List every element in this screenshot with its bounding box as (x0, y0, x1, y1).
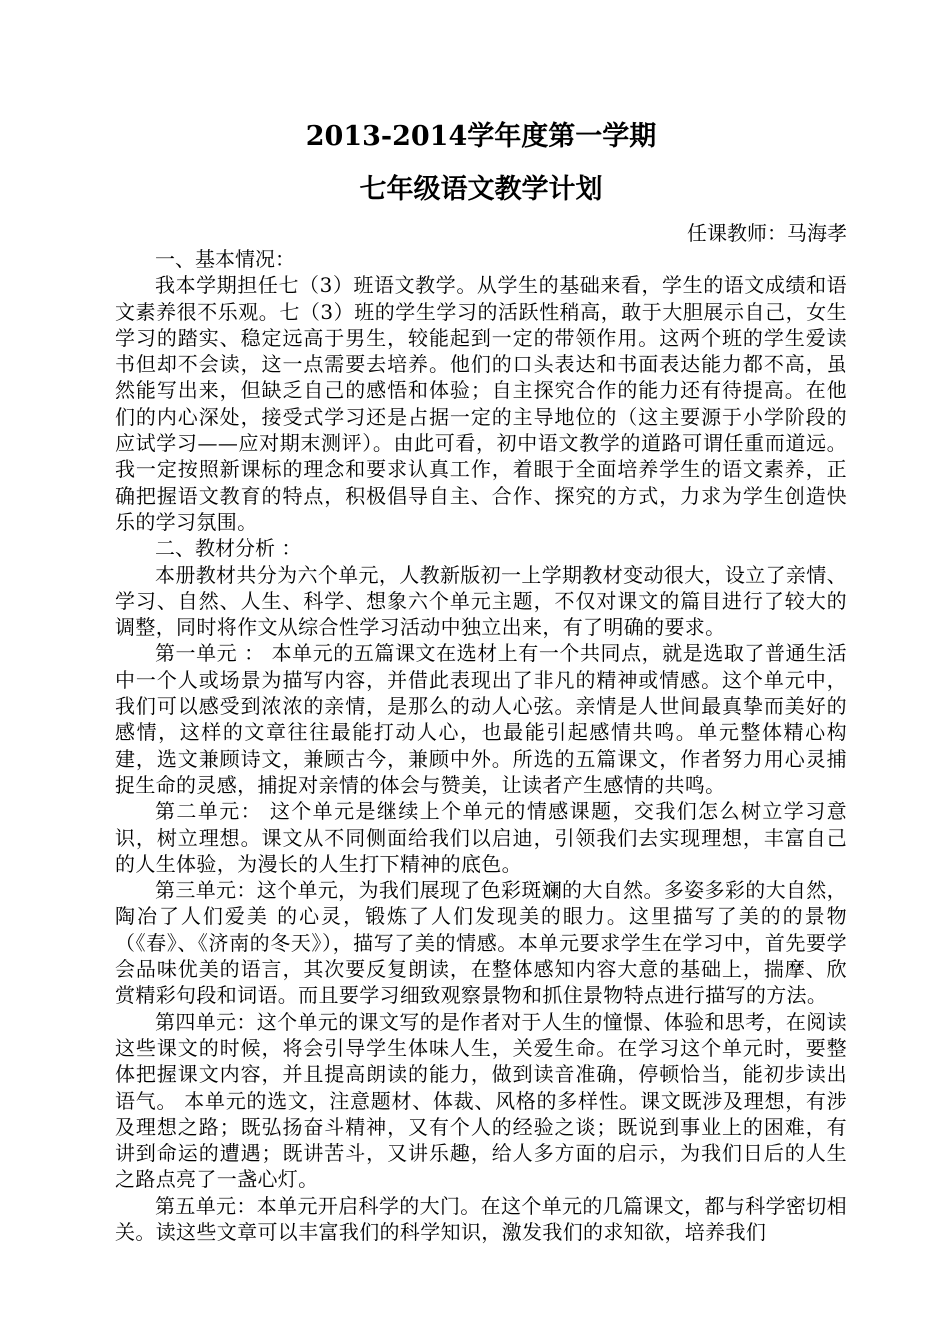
paragraph-unit-2: 第二单元： 这个单元是继续上个单元的情感课题，交我们怎么树立学习意识，树立理想。课文从不同侧面给我们以启迪，引领我们去实现理想，丰富自己的人生体验，为漫长的人生打下精神的底色。 (115, 799, 847, 876)
section-heading-textbook-analysis: 二、教材分析 ： (155, 536, 302, 561)
paragraph-unit-3: 第三单元：这个单元，为我们展现了色彩斑斓的大自然。多姿多彩的大自然，陶冶了人们爱美 的心灵，锻炼了人们发现美的眼力。这里描写了美的的景物（《春》、《济南的冬天》），描写了美的情感。本单元要求学生在学习中，首先要学会品味优美的语言，其次要反复朗读，在整体感知内容大意的基础上，揣摩、欣赏精彩句段和词语。而且要学习细致观察景物和抓住景物特点进行描写的方法。 (115, 878, 847, 1008)
document-title-line1: 2013-2014学年度第一学期 (305, 121, 657, 152)
document-title-line2: 七年级语文教学计划 (359, 174, 603, 205)
teacher-name: 任课教师：马海孝 (687, 221, 847, 245)
document-page (115, 112, 847, 1245)
paragraph-unit-1: 第一单元 ： 本单元的五篇课文在选材上有一个共同点，就是选取了普通生活中一个人或场景为描写内容，并借此表现出了非凡的精神或情感。这个单元中，我们可以感受到浓浓的亲情，是那么的动人心弦。亲情是人世间最真挚而美好的感情，这样的文章往往最能打动人心，也最能引起感情共鸣。单元整体精心构建，选文兼顾诗文，兼顾古今，兼顾中外。所选的五篇课文，作者努力用心灵捕捉生命的灵感，捕捉对亲情的体会与赞美，让读者产生感情的共鸣。 (115, 641, 847, 797)
paragraph-basic-info: 我本学期担任七（3）班语文教学。从学生的基础来看，学生的语文成绩和语文素养很不乐观。七（3）班的学生学习的活跃性稍高，敢于大胆展示自己，女生学习的踏实、稳定远高于男生，较能起到一定的带领作用。这两个班的学生爱读书但却不会读，这一点需要去培养。他们的口头表达和书面表达能力都不高，虽然能写出来，但缺乏自己的感悟和体验；自主探究合作的能力还有待提高。在他们的内心深处，接受式学习还是占据一定的主导地位的（这主要源于小学阶段的应试学习——应对期末测评）。由此可看，初中语文教学的道路可谓任重而道远。我一定按照新课标的理念和要求认真工作，着眼于全面培养学生的语文素养，正确把握语文教育的特点，积极倡导自主、合作、探究的方式，力求为学生创造快乐的学习氛围。 (115, 273, 847, 534)
paragraph-unit-5: 第五单元：本单元开启科学的大门。在这个单元的几篇课文，都与科学密切相关。读这些文章可以丰富我们的科学知识，激发我们的求知欲，培养我们 (115, 1193, 847, 1244)
paragraph-textbook-intro: 本册教材共分为六个单元，人教新版初一上学期教材变动很大，设立了亲情、学习、自然、人生、科学、想象六个单元主题，不仅对课文的篇目进行了较大的调整，同时将作文从综合性学习活动中独立出来，有了明确的要求。 (115, 562, 847, 640)
section-heading-basic-info: 一、基本情况： (155, 247, 295, 271)
paragraph-unit-4: 第四单元：这个单元的课文写的是作者对于人生的憧憬、体验和思考，在阅读这些课文的时候，将会引导学生体味人生，关爱生命。在学习这个单元时，要整体把握课文内容，并且提高朗读的能力，做到读音准确，停顿恰当，能初步读出语气。 本单元的选文，注意题材、体裁、风格的多样性。课文既涉及理想，有涉及理想之路；既弘扬奋斗精神，又有个人的经验之谈；既说到事业上的困难，有讲到命运的遭遇；既讲苦斗，又讲乐趣，给人多方面的启示，为我们日后的人生之路点亮了一盏心灯。 (115, 1009, 847, 1192)
